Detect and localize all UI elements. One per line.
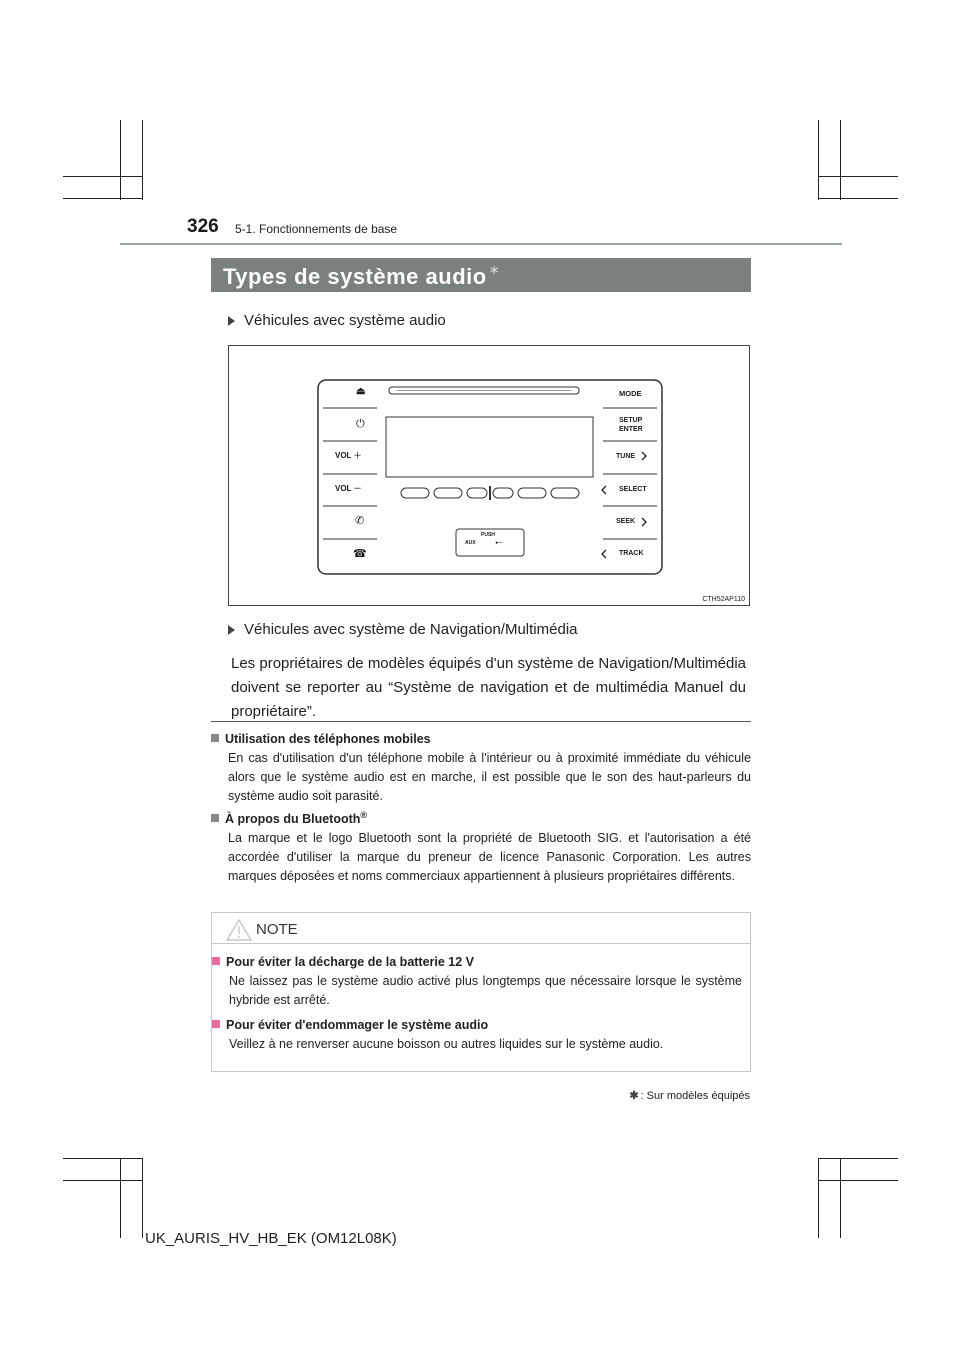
square-bullet-icon bbox=[211, 734, 219, 742]
square-bullet-icon bbox=[211, 814, 219, 822]
vol-up-button: VOL ＋ bbox=[335, 451, 362, 460]
crop-mark bbox=[120, 1158, 121, 1238]
registered-mark: ® bbox=[360, 810, 368, 820]
aux-label: AUX bbox=[465, 540, 476, 546]
info-text: La marque et le logo Bluetooth sont la propriété de Bluetooth SIG. et l'autorisation a été accordée d'utiliser la marque du preneur de licence Panasonic Corporation. Les autres marques déposées et noms commerciaux appartiennent à plusieurs propriétaires différents. bbox=[228, 831, 751, 884]
crop-mark bbox=[840, 1158, 841, 1238]
page-number: 326 bbox=[187, 216, 219, 237]
body-paragraph: Les propriétaires de modèles équipés d'un système de Navigation/Multimédia doivent se reporter au “Système de navigation et de multimédia Manuel du propriétaire”. bbox=[231, 655, 746, 720]
triangle-bullet-icon bbox=[228, 316, 235, 326]
track-button: TRACK bbox=[619, 550, 644, 557]
footnote-text: : Sur modèles équipés bbox=[640, 1090, 750, 1102]
section-title: Types de système audio bbox=[223, 264, 487, 289]
crop-mark bbox=[840, 120, 841, 200]
info-title-text: À propos du Bluetooth bbox=[225, 812, 361, 827]
document-id: UK_AURIS_HV_HB_EK (OM12L08K) bbox=[145, 1230, 397, 1247]
eject-icon: ⏏ bbox=[356, 386, 366, 397]
footnote bbox=[629, 1089, 750, 1102]
crop-mark bbox=[818, 1158, 898, 1159]
audio-unit-figure bbox=[228, 345, 750, 606]
note-item bbox=[212, 1018, 742, 1054]
footnote-mark: ∗ bbox=[488, 262, 500, 277]
variant-text: Véhicules avec système de Navigation/Multimédia bbox=[244, 621, 578, 638]
triangle-bullet-icon bbox=[228, 625, 235, 635]
info-item bbox=[211, 810, 751, 886]
crop-mark bbox=[63, 1180, 143, 1181]
seek-button: SEEK bbox=[616, 518, 636, 525]
vol-down-button: VOL － bbox=[335, 484, 362, 493]
info-title bbox=[211, 732, 751, 746]
note-text: Veillez à ne renverser aucune boisson ou autres liquides sur le système audio. bbox=[229, 1037, 664, 1051]
crop-mark bbox=[120, 120, 121, 200]
phone-answer-icon: ✆ bbox=[355, 515, 365, 527]
crop-mark bbox=[63, 176, 143, 177]
separator-rule bbox=[211, 721, 751, 722]
mode-button: MODE bbox=[619, 389, 642, 398]
note-header-rule bbox=[212, 943, 750, 944]
note-title-text: Pour éviter la décharge de la batterie 12 V bbox=[226, 955, 475, 969]
section-title-bar bbox=[211, 258, 751, 292]
note-title-text: Pour éviter d'endommager le système audio bbox=[226, 1018, 489, 1032]
note-box bbox=[211, 912, 751, 1072]
crop-mark bbox=[142, 120, 143, 200]
note-title bbox=[212, 1018, 742, 1032]
crop-mark bbox=[63, 1158, 143, 1159]
crop-mark bbox=[63, 198, 143, 199]
note-item bbox=[212, 955, 742, 1010]
info-title-text: Utilisation des téléphones mobiles bbox=[225, 732, 431, 746]
info-title bbox=[211, 810, 751, 826]
note-text: Ne laissez pas le système audio activé plus longtemps que nécessaire lorsque le système hybride est arrêté. bbox=[229, 974, 742, 1007]
note-title bbox=[212, 955, 742, 969]
figure-code: CTH52AP110 bbox=[702, 596, 745, 603]
crop-mark bbox=[818, 1158, 819, 1238]
warning-triangle-icon bbox=[226, 919, 252, 941]
crop-mark bbox=[142, 1158, 143, 1238]
header-rule bbox=[120, 243, 842, 245]
crop-mark bbox=[818, 1180, 898, 1181]
variant-label bbox=[228, 312, 446, 329]
push-label: PUSH bbox=[481, 532, 495, 538]
square-bullet-icon bbox=[212, 1020, 220, 1028]
info-text: En cas d'utilisation d'un téléphone mobile à l'intérieur ou à proximité immédiate du véhicule alors que le système audio est en marche, il est possible que le son des haut-parleurs du système audio soit parasité. bbox=[228, 751, 751, 803]
crop-mark bbox=[818, 176, 898, 177]
variant-text: Véhicules avec système audio bbox=[244, 312, 446, 329]
setup-button: SETUP bbox=[619, 417, 643, 424]
section-reference: 5-1. Fonctionnements de base bbox=[235, 222, 398, 236]
usb-icon: ⭠ bbox=[495, 537, 503, 547]
crop-mark bbox=[818, 198, 898, 199]
crop-mark bbox=[818, 120, 819, 200]
variant-label bbox=[228, 621, 578, 638]
phone-hangup-icon: ☎ bbox=[353, 548, 367, 560]
select-button: SELECT bbox=[619, 486, 647, 493]
asterisk-icon: ✱ bbox=[629, 1090, 639, 1102]
enter-button: ENTER bbox=[619, 426, 643, 433]
info-item bbox=[211, 732, 751, 806]
note-label: NOTE bbox=[256, 921, 298, 938]
tune-button: TUNE bbox=[616, 453, 636, 460]
power-icon: ⏻ bbox=[356, 418, 365, 430]
square-bullet-icon bbox=[212, 957, 220, 965]
audio-unit-illustration bbox=[229, 346, 749, 605]
